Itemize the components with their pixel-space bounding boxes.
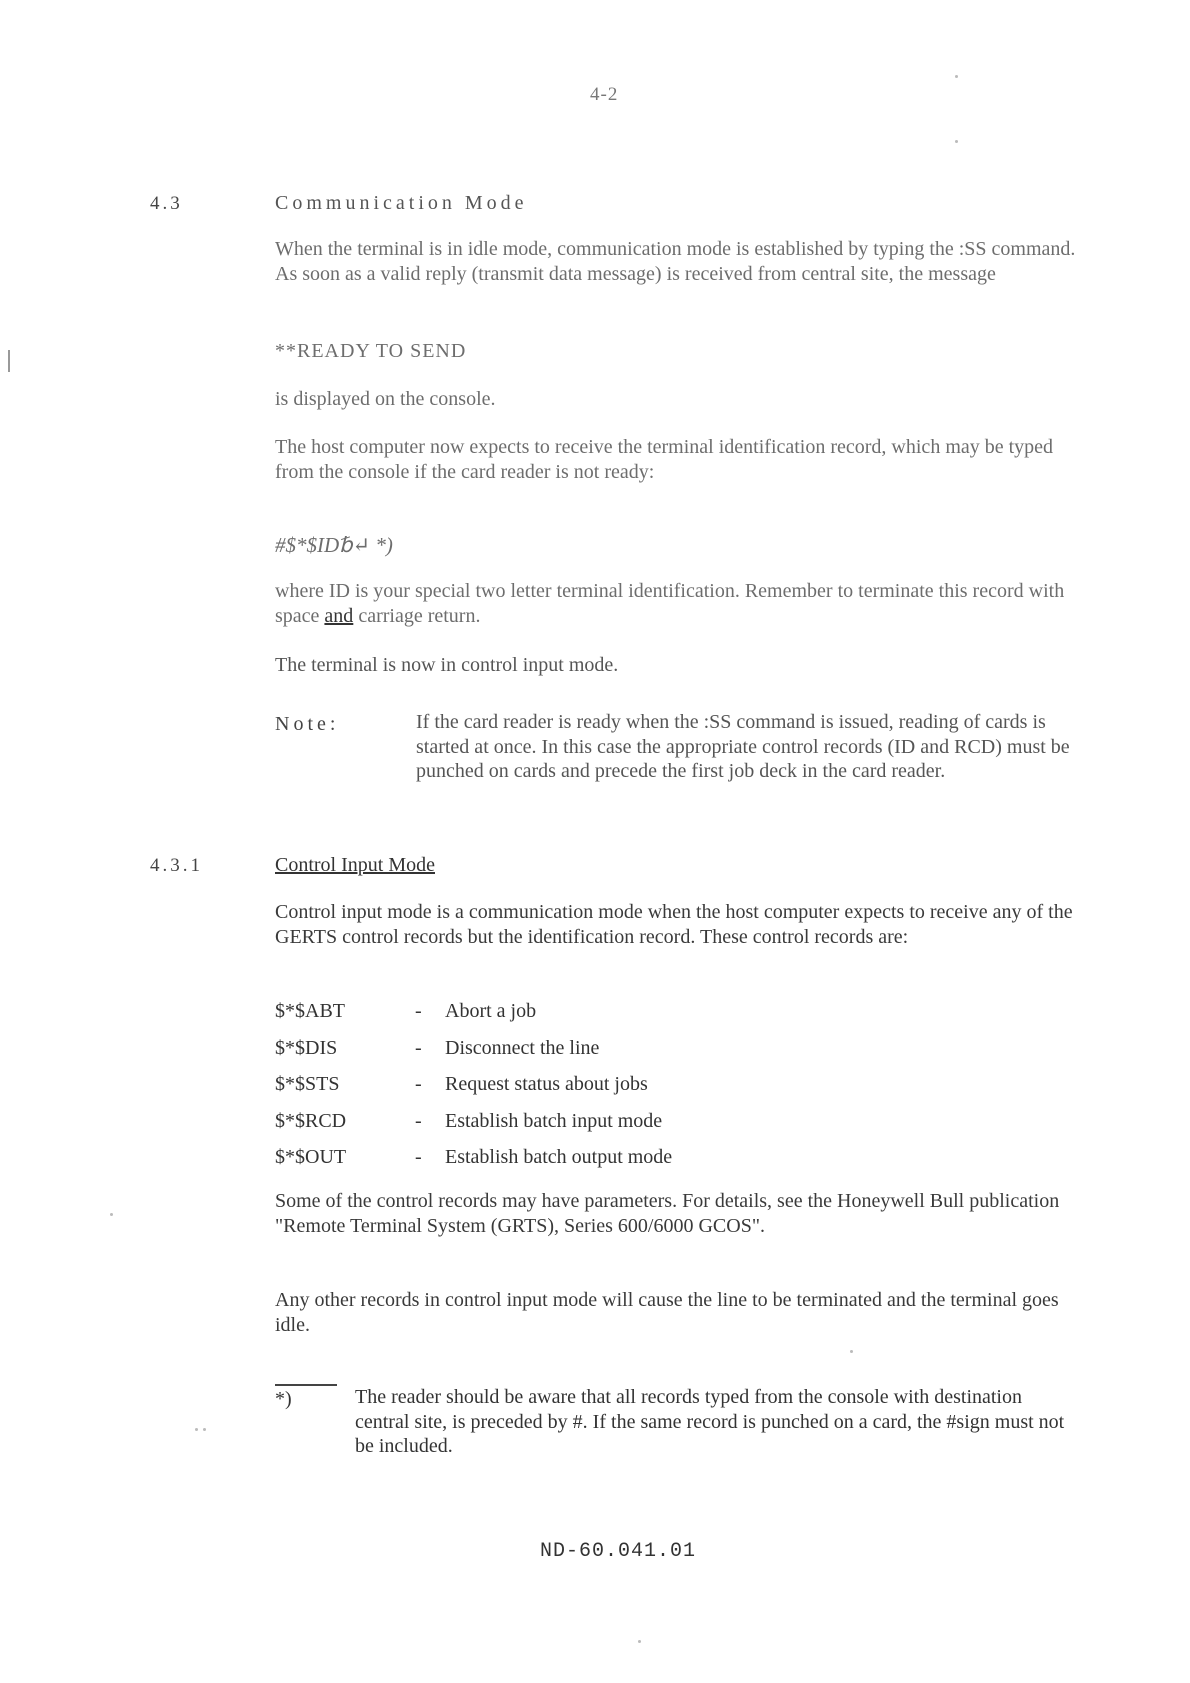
scan-speck bbox=[638, 1640, 641, 1643]
scan-speck bbox=[203, 1428, 206, 1431]
footnote-rule bbox=[275, 1384, 337, 1386]
scan-speck bbox=[955, 140, 958, 143]
subsection-para-1: Control input mode is a communication mode when the host computer expects to receive any of the GERTS control records but the identification record. These control records are: bbox=[275, 901, 1073, 948]
control-record-desc: Disconnect the line bbox=[445, 1036, 600, 1059]
section-title: Communication Mode bbox=[275, 192, 528, 214]
scan-mark bbox=[8, 350, 10, 372]
note-label: Note: bbox=[275, 713, 340, 735]
control-record-item bbox=[275, 1110, 672, 1147]
section-para-1: When the terminal is in idle mode, communication mode is established by typing the :SS command. As soon as a valid reply (transmit data message) is received from central site, the message bbox=[275, 238, 1076, 285]
subsection-para-3: Any other records in control input mode will cause the line to be terminated and the terminal goes idle. bbox=[275, 1289, 1059, 1336]
scan-speck bbox=[110, 1213, 113, 1216]
control-record-code: $*$RCD bbox=[275, 1109, 347, 1132]
subsection-title: Control Input Mode bbox=[275, 854, 435, 876]
id-record: #$*$ID␢↵ *) bbox=[275, 533, 393, 557]
subsection-para-2: Some of the control records may have parameters. For details, see the Honeywell Bull publication "Remote Terminal System (GRTS), Series 600/6000 GCOS". bbox=[275, 1190, 1060, 1237]
scan-speck bbox=[195, 1428, 198, 1431]
control-record-dash: - bbox=[415, 1109, 422, 1132]
control-record-desc: Abort a job bbox=[445, 1000, 537, 1022]
control-record-code: $*$STS bbox=[275, 1073, 340, 1095]
document-id: ND-60.041.01 bbox=[540, 1540, 697, 1563]
section-para-5: The terminal is now in control input mode. bbox=[275, 654, 619, 676]
control-record-desc: Establish batch output mode bbox=[445, 1146, 673, 1168]
section-para-2: is displayed on the console. bbox=[275, 388, 496, 410]
control-record-dash: - bbox=[415, 1036, 422, 1059]
control-record-item bbox=[275, 1037, 672, 1074]
control-record-desc: Establish batch input mode bbox=[445, 1109, 663, 1132]
control-record-item bbox=[275, 1146, 672, 1183]
control-record-code: $*$OUT bbox=[275, 1146, 347, 1168]
scan-speck bbox=[850, 1350, 853, 1353]
control-record-item bbox=[275, 1073, 672, 1110]
control-record-item bbox=[275, 1000, 672, 1037]
control-record-code: $*$DIS bbox=[275, 1036, 338, 1059]
control-record-dash: - bbox=[415, 1146, 422, 1168]
ready-message: **READY TO SEND bbox=[275, 340, 467, 362]
control-record-dash: - bbox=[415, 1000, 422, 1022]
footnote-mark: *) bbox=[275, 1388, 292, 1410]
section-para-4: where ID is your special two letter terminal identification. Remember to terminate this record with space and carriage return. bbox=[275, 580, 1065, 627]
subsection-number: 4.3.1 bbox=[150, 855, 203, 876]
scan-speck bbox=[955, 75, 958, 78]
section-para-3: The host computer now expects to receive the terminal identification record, which may be typed from the console if the card reader is not ready: bbox=[275, 436, 1054, 483]
note-text: If the card reader is ready when the :SS command is issued, reading of cards is started at once. In this case the appropriate control records (ID and RCD) must be punched on cards and precede the first job deck in the card reader. bbox=[416, 711, 1070, 782]
control-record-dash: - bbox=[415, 1073, 422, 1095]
footnote-text: The reader should be aware that all records typed from the console with destination central site, is preceded by #. If the same record is punched on a card, the #sign must not be included. bbox=[355, 1386, 1065, 1457]
and-emphasis: and bbox=[324, 604, 354, 627]
section-number: 4.3 bbox=[150, 193, 183, 214]
control-record-list bbox=[275, 1000, 672, 1183]
control-record-code: $*$ABT bbox=[275, 1000, 345, 1022]
control-record-desc: Request status about jobs bbox=[445, 1073, 648, 1095]
page-number: 4-2 bbox=[590, 84, 619, 105]
